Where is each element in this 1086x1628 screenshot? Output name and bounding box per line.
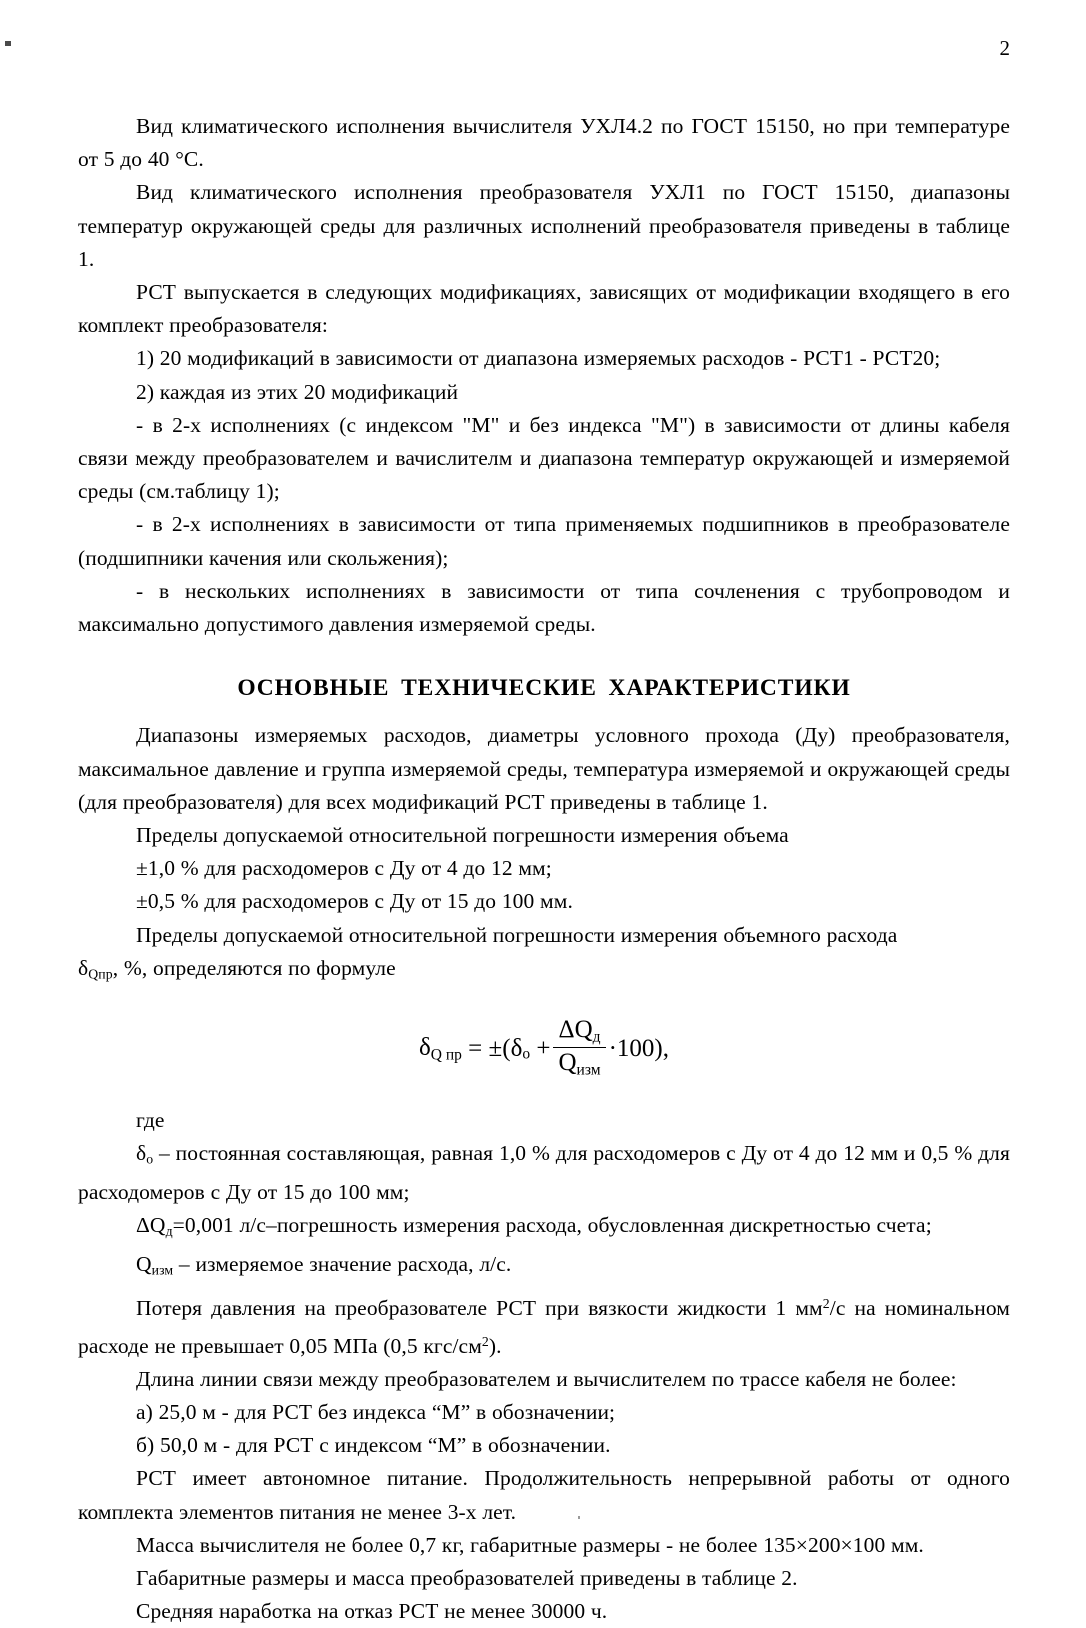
formula-fraction-numerator	[553, 1016, 605, 1048]
formula-factor: 100	[616, 1034, 655, 1062]
spacer-before-heading	[78, 641, 1010, 672]
formula-lhs-delta: δ	[419, 1033, 431, 1061]
page-content	[78, 110, 1010, 1628]
scan-artifact-speck-bottom	[578, 1516, 580, 1519]
paragraph-cable-length-intro: Длина линии связи между преобразователем и вычислителем по трассе кабеля не более:	[136, 1366, 957, 1391]
formula-denominator-symbol: Q	[558, 1048, 577, 1076]
formula-fraction-denominator	[553, 1048, 605, 1079]
paragraph-formula-lead	[78, 952, 1010, 991]
definition-delta-o-symbol: δ	[136, 1141, 147, 1166]
formula-lead-tail: , %, определяются по формуле	[112, 955, 396, 980]
definition-delta-o	[78, 1137, 1010, 1209]
formula-open-paren: (	[502, 1034, 511, 1062]
formula-comma: ,	[662, 1034, 669, 1062]
paragraph-tolerance-0-5: ±0,5 % для расходомеров с Ду от 15 до 100 мм.	[136, 889, 573, 914]
paragraph-list-item-2: 2) каждая из этих 20 модификаций	[136, 379, 459, 404]
paragraph-flow-error-limits	[78, 919, 1010, 952]
paragraph-volume-error-limits: Пределы допускаемой относительной погрешности измерения объема	[136, 823, 789, 848]
pressure-loss-part-3: ).	[488, 1333, 502, 1358]
formula-denominator-subscript: изм	[576, 1061, 601, 1079]
formula-equals: =	[468, 1034, 483, 1062]
definition-q-izm-subscript: изм	[151, 1262, 174, 1278]
pressure-loss-part-1: Потеря давления на преобразователе РСТ при вязкости жидкости 1 мм	[136, 1295, 823, 1320]
definition-delta-qd	[78, 1209, 1010, 1248]
paragraph-dash-item-cable: - в 2-х исполнениях (с индексом "М" и без индекса "М") в зависимости от длины кабеля связи между преобразователем и вачислителм и диапазона температур окружающей и измеряемой среды (см.таблицу 1);	[78, 412, 1010, 504]
spacer-after-heading	[78, 705, 1010, 719]
definition-q-izm-text: – измеряемое значение расхода, л/с.	[173, 1251, 512, 1276]
pressure-loss-superscript-1: 2	[822, 1295, 830, 1311]
formula-multiply: ·	[608, 1034, 617, 1062]
formula-numerator-subscript: д	[592, 1027, 601, 1045]
definition-delta-qd-subscript: д	[165, 1223, 173, 1239]
formula-plus: +	[536, 1034, 551, 1062]
paragraph-list-item-1: 1) 20 модификаций в зависимости от диапазона измеряемых расходов - РСТ1 - РСТ20;	[136, 346, 941, 371]
formula-relative-flow-error	[78, 1017, 1010, 1080]
page-title: ОСНОВНЫЕ ТЕХНИЧЕСКИЕ ХАРАКТЕРИСТИКИ	[237, 675, 851, 702]
paragraph-tolerance-1-0: ±1,0 % для расходомеров с Ду от 4 до 12 мм;	[136, 856, 552, 881]
paragraph-transducer-dimensions: Габаритные размеры и масса преобразователей приведены в таблице 2.	[136, 1566, 798, 1590]
paragraph-cable-length-b: б) 50,0 м - для РСТ с индексом “М” в обозначении.	[136, 1433, 611, 1458]
definition-q-izm	[78, 1248, 1010, 1287]
spacer-formula-bottom	[78, 1080, 1010, 1104]
paragraph-cable-length-a: а) 25,0 м - для РСТ без индекса “М” в обозначении;	[136, 1399, 616, 1424]
formula-delta-o: δ	[510, 1034, 523, 1062]
paragraph-ranges-overview: Диапазоны измеряемых расходов, диаметры условного прохода (Ду) преобразователя, максимальное давление и группа измеряемой среды, температура измеряемой и окружающей среды (для преобразователя) для всех модификаций РСТ приведены в таблице 1.	[78, 723, 1010, 814]
formula-plus-minus: ±	[488, 1034, 503, 1062]
paragraph-mtbf: Средняя наработка на отказ РСТ не менее 30000 ч.	[136, 1599, 608, 1624]
scan-artifact-speck-top-left	[5, 41, 11, 46]
definition-delta-o-subscript: о	[146, 1151, 154, 1167]
delta-symbol: δ	[78, 955, 89, 980]
paragraph-where-label: где	[136, 1107, 165, 1132]
formula-lhs	[419, 1034, 462, 1063]
paragraph-power-supply: РСТ имеет автономное питание. Продолжительность непрерывной работы от одного комплекта элементов питания не менее 3-х лет.	[78, 1466, 1010, 1524]
pressure-loss-superscript-2: 2	[481, 1333, 489, 1349]
formula-numerator-symbol: ΔQ	[558, 1015, 593, 1043]
paragraph-climatic-computer: Вид климатического исполнения вычислителя УХЛ4.2 по ГОСТ 15150, но при температуре от 5 до 40 °С.	[78, 114, 1010, 172]
paragraph-dash-item-pipe-joint: - в нескольких исполнениях в зависимости от типа сочленения с трубопроводом и максимально допустимого давления измеряемой среды.	[78, 578, 1010, 637]
paragraph-modifications-intro: РСТ выпускается в следующих модификациях, зависящих от модификации входящего в его комплект преобразователя:	[78, 280, 1010, 338]
definition-delta-qd-symbol: ΔQ	[136, 1213, 166, 1238]
formula-fraction	[553, 1016, 605, 1079]
definition-q-izm-symbol: Q	[136, 1251, 152, 1276]
formula-close-paren: )	[654, 1034, 663, 1062]
definition-delta-o-text: – постоянная составляющая, равная 1,0 % для расходомеров с Ду от 4 до 12 мм и 0,5 % для расходомеров с Ду от 15 до 100 мм;	[78, 1141, 1010, 1204]
page-number: 2	[999, 36, 1010, 60]
definition-delta-qd-text: =0,001 л/с–погрешность измерения расхода, обусловленная дискретностью счета;	[172, 1213, 932, 1238]
paragraph-mass-dimensions: Масса вычислителя не более 0,7 кг, габаритные размеры - не более 135×200×100 мм.	[136, 1532, 924, 1557]
delta-subscript-qpr: Qпр	[88, 966, 113, 982]
paragraph-dash-item-bearings: - в 2-х исполнениях в зависимости от типа применяемых подшипников в преобразователе (подшипники качения или скольжения);	[78, 512, 1010, 570]
flow-error-limits-text: Пределы допускаемой относительной погрешности измерения объемного расхода	[136, 922, 898, 947]
formula-lhs-subscript: Q пр	[430, 1045, 462, 1063]
spacer-formula-top	[78, 991, 1010, 1017]
paragraph-pressure-loss	[78, 1287, 1010, 1363]
formula-delta-o-subscript: о	[522, 1045, 531, 1063]
paragraph-climatic-transducer: Вид климатического исполнения преобразователя УХЛ1 по ГОСТ 15150, диапазоны температур окружающей среды для различных исполнений преобразователя приведены в таблице 1.	[78, 180, 1010, 271]
pressure-loss-part-2: /с на номинальном расходе не превышает 0,05 МПа (0,5 кгс/см	[78, 1295, 1010, 1358]
